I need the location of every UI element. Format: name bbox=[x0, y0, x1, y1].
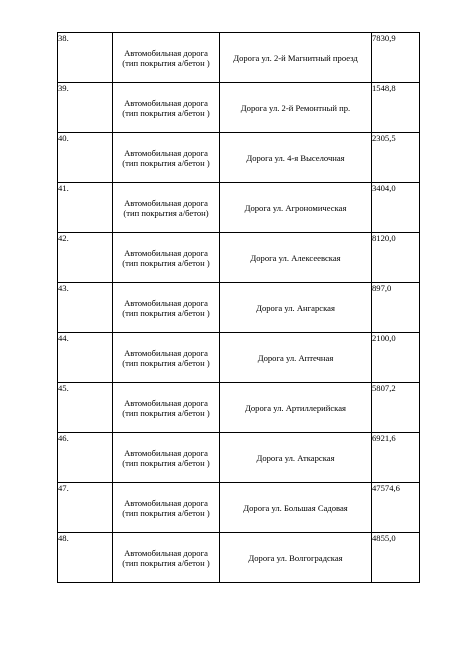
table-row bbox=[58, 333, 420, 383]
row-number: 41. bbox=[58, 183, 113, 233]
road-length: 4855,0 bbox=[372, 533, 420, 583]
object-type-line1: Автомобильная дорога bbox=[124, 197, 208, 208]
road-length: 47574,6 bbox=[372, 483, 420, 533]
object-type bbox=[113, 533, 220, 583]
road-length: 6921,6 bbox=[372, 433, 420, 483]
road-name: Дорога ул. Агрономическая bbox=[220, 183, 372, 233]
row-number: 44. bbox=[58, 333, 113, 383]
road-name: Дорога ул. Алексеевская bbox=[220, 233, 372, 283]
object-type-line1: Автомобильная дорога bbox=[124, 347, 208, 358]
object-type-line1: Автомобильная дорога bbox=[124, 47, 208, 58]
object-type-line1: Автомобильная дорога bbox=[124, 147, 208, 158]
road-length: 8120,0 bbox=[372, 233, 420, 283]
object-type bbox=[113, 183, 220, 233]
object-type-line2: (тип покрытия а/бетон ) bbox=[122, 307, 210, 318]
table-row bbox=[58, 233, 420, 283]
road-length: 897,0 bbox=[372, 283, 420, 333]
table-row bbox=[58, 383, 420, 433]
object-type-line1: Автомобильная дорога bbox=[124, 447, 208, 458]
object-type-line1: Автомобильная дорога bbox=[124, 97, 208, 108]
row-number: 46. bbox=[58, 433, 113, 483]
row-number: 47. bbox=[58, 483, 113, 533]
row-number: 40. bbox=[58, 133, 113, 183]
road-name: Дорога ул. Волгоградская bbox=[220, 533, 372, 583]
row-number: 45. bbox=[58, 383, 113, 433]
table-row bbox=[58, 533, 420, 583]
road-length: 2100,0 bbox=[372, 333, 420, 383]
object-type-line2: (тип покрытия а/бетон ) bbox=[122, 557, 210, 568]
road-name: Дорога ул. Большая Садовая bbox=[220, 483, 372, 533]
road-length: 3404,0 bbox=[372, 183, 420, 233]
object-type-line2: (тип покрытия а/бетон ) bbox=[122, 257, 210, 268]
object-type-line2: (тип покрытия а/бетон ) bbox=[122, 357, 210, 368]
road-name: Дорога ул. Аптечная bbox=[220, 333, 372, 383]
table-row bbox=[58, 483, 420, 533]
object-type-line2: (тип покрытия а/бетон ) bbox=[122, 157, 210, 168]
object-type bbox=[113, 283, 220, 333]
roads-table bbox=[57, 32, 420, 583]
object-type-line1: Автомобильная дорога bbox=[124, 247, 208, 258]
table-row bbox=[58, 33, 420, 83]
object-type bbox=[113, 233, 220, 283]
table-row bbox=[58, 283, 420, 333]
object-type-line1: Автомобильная дорога bbox=[124, 397, 208, 408]
road-length: 7830,9 bbox=[372, 33, 420, 83]
road-name: Дорога ул. 2-й Магнитный проезд bbox=[220, 33, 372, 83]
road-name: Дорога ул. Ангарская bbox=[220, 283, 372, 333]
object-type-line2: (тип покрытия а/бетон ) bbox=[122, 57, 210, 68]
row-number: 42. bbox=[58, 233, 113, 283]
row-number: 39. bbox=[58, 83, 113, 133]
road-length: 2305,5 bbox=[372, 133, 420, 183]
road-name: Дорога ул. 4-я Выселочная bbox=[220, 133, 372, 183]
road-name: Дорога ул. Артиллерийская bbox=[220, 383, 372, 433]
row-number: 38. bbox=[58, 33, 113, 83]
object-type-line2: (тип покрытия а/бетон ) bbox=[122, 507, 210, 518]
table-row bbox=[58, 433, 420, 483]
object-type-line1: Автомобильная дорога bbox=[124, 497, 208, 508]
road-name: Дорога ул. Аткарская bbox=[220, 433, 372, 483]
table-row bbox=[58, 133, 420, 183]
road-length: 1548,8 bbox=[372, 83, 420, 133]
object-type-line2: (тип покрытия а/бетон) bbox=[123, 207, 209, 218]
object-type bbox=[113, 83, 220, 133]
road-name: Дорога ул. 2-й Ремонтный пр. bbox=[220, 83, 372, 133]
row-number: 48. bbox=[58, 533, 113, 583]
object-type-line1: Автомобильная дорога bbox=[124, 297, 208, 308]
object-type bbox=[113, 133, 220, 183]
object-type bbox=[113, 483, 220, 533]
road-length: 5807,2 bbox=[372, 383, 420, 433]
object-type bbox=[113, 433, 220, 483]
object-type bbox=[113, 33, 220, 83]
table-row bbox=[58, 83, 420, 133]
row-number: 43. bbox=[58, 283, 113, 333]
object-type-line2: (тип покрытия а/бетон ) bbox=[122, 457, 210, 468]
object-type bbox=[113, 383, 220, 433]
table-row bbox=[58, 183, 420, 233]
object-type bbox=[113, 333, 220, 383]
object-type-line2: (тип покрытия а/бетон ) bbox=[122, 407, 210, 418]
object-type-line1: Автомобильная дорога bbox=[124, 547, 208, 558]
object-type-line2: (тип покрытия а/бетон ) bbox=[122, 107, 210, 118]
